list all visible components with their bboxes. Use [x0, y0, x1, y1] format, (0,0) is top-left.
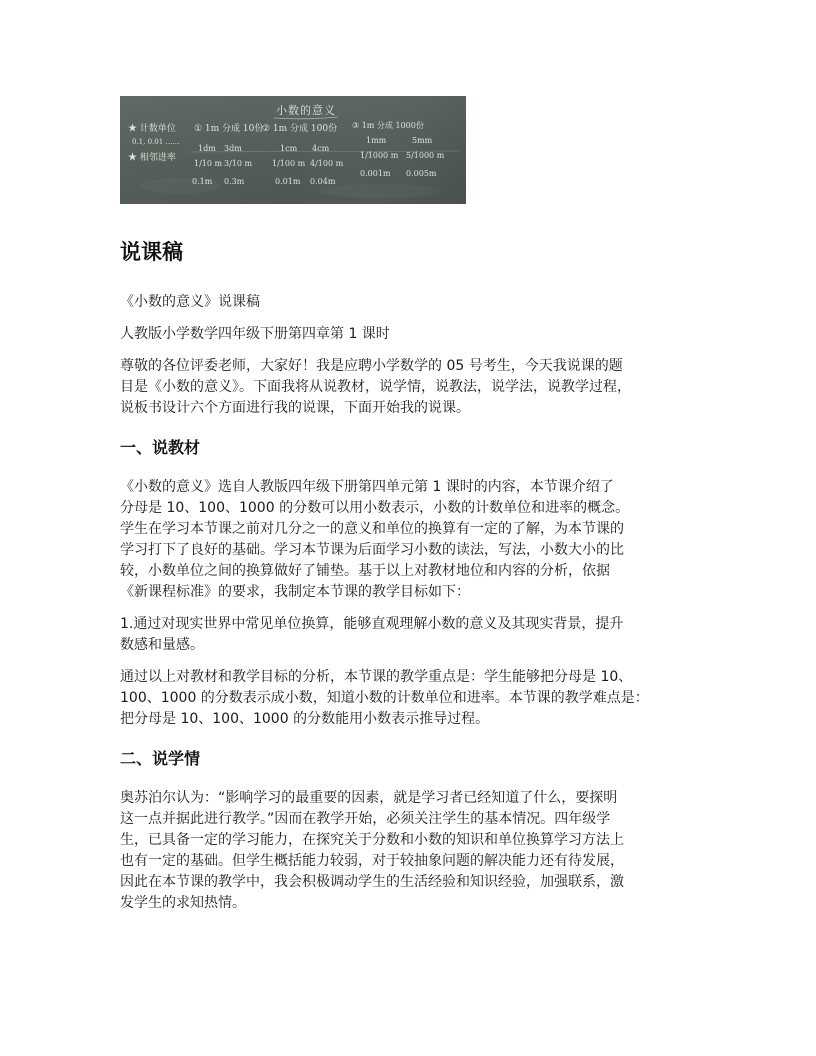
paragraph-line: 把分母是 10、100、1000 的分数能用小数表示推导过程。: [120, 711, 490, 727]
blackboard-unit: 4cm: [312, 144, 330, 153]
blackboard-left-line: ★ 计数单位: [128, 124, 176, 134]
paragraph-line: 数感和量感。: [120, 637, 204, 653]
paragraph-line: 也有一定的基础。但学生概括能力较弱，对于较抽象问题的解决能力还有待发展，: [120, 853, 624, 869]
paragraph-line: 奥苏泊尔认为：“影响学习的最重要的因素，就是学习者已经知道了什么，要探明: [120, 790, 618, 806]
lesson-title-line: 《小数的意义》说课稿: [120, 294, 260, 310]
blackboard-decimal: 0.04m: [310, 177, 336, 186]
paragraph-line: 说板书设计六个方面进行我的说课，下面开始我的说课。: [120, 400, 470, 416]
blackboard-decimal: 0.3m: [224, 177, 245, 186]
blackboard-unit: 1cm: [280, 144, 298, 153]
blackboard-decimal: 0.001m: [360, 169, 391, 178]
blackboard-decimal: 0.1m: [192, 177, 213, 186]
paragraph-line: 学习打下了良好的基础。学习本节课为后面学习小数的读法，写法，小数大小的比: [120, 542, 624, 558]
blackboard-section-head: ② 1m 分成 100份: [262, 124, 338, 134]
paragraph-line: 因此在本节课的教学中，我会积极调动学生的生活经验和知识经验，加强联系，激: [120, 874, 624, 890]
blackboard-fraction: 1/1000 m: [360, 151, 399, 160]
textbook-paragraph: [120, 477, 706, 603]
section-title-students: 二、说学情: [120, 749, 201, 768]
paragraph-line: 目是《小数的意义》。下面我将从说教材，说学情，说教法，说学法，说教学过程，: [120, 379, 631, 395]
blackboard-unit: 1mm: [366, 136, 387, 145]
paragraph-line: 发学生的求知热情。: [120, 895, 246, 911]
paragraph-line: 较，小数单位之间的换算做好了铺垫。基于以上对教材地位和内容的分析，依据: [120, 563, 610, 579]
paragraph-line: 《新课程标准》的要求，我制定本节课的教学目标如下：: [120, 584, 470, 600]
paragraph-line: 通过以上对教材和教学目标的分析，本节课的教学重点是：学生能够把分母是 10、: [120, 669, 633, 685]
students-paragraph: [120, 788, 706, 914]
lesson-subtitle-line: 人教版小学数学四年级下册第四章第 1 课时: [120, 326, 390, 342]
document-page: [120, 96, 706, 914]
blackboard-title: 小数的意义: [276, 104, 336, 117]
blackboard-unit: 1dm: [198, 144, 216, 153]
blackboard-image: [120, 96, 466, 204]
blackboard-left-line: 0.1, 0.01 ……: [132, 138, 180, 146]
teaching-goal-paragraph: [120, 614, 706, 656]
paragraph-line: 《小数的意义》选自人教版四年级下册第四单元第 1 课时的内容，本节课介绍了: [120, 479, 614, 495]
blackboard-decimal: 0.005m: [406, 169, 437, 178]
blackboard-decimal: 0.01m: [275, 177, 301, 186]
blackboard-fraction: 3/10 m: [224, 159, 253, 168]
blackboard-fraction: 5/1000 m: [406, 151, 445, 160]
blackboard-fraction: 4/100 m: [310, 159, 344, 168]
blackboard-unit: 5mm: [412, 136, 433, 145]
blackboard-section-head: ① 1m 分成 10份: [194, 124, 264, 134]
blackboard-fraction: 1/10 m: [194, 159, 223, 168]
blackboard-unit: 3dm: [224, 144, 242, 153]
paragraph-line: 尊敬的各位评委老师，大家好！我是应聘小学数学的 05 号考生，今天我说课的题: [120, 358, 623, 374]
paragraph-line: 学生在学习本节课之前对几分之一的意义和单位的换算有一定的了解，为本节课的: [120, 521, 624, 537]
paragraph-line: 分母是 10、100、1000 的分数可以用小数表示，小数的计数单位和进率的概念。: [120, 500, 630, 516]
blackboard-left-line: ★ 相邻进率: [128, 153, 176, 163]
paragraph-line: 这一点并据此进行教学。”因而在教学开始，必须关注学生的基本情况。四年级学: [120, 811, 611, 827]
key-points-paragraph: [120, 667, 706, 730]
blackboard-fraction: 1/100 m: [272, 159, 306, 168]
intro-paragraph: [120, 356, 706, 419]
document-heading: 说课稿: [120, 240, 183, 264]
paragraph-line: 100、1000 的分数表示成小数，知道小数的计数单位和进率。本节课的教学难点是：: [120, 690, 649, 706]
paragraph-line: 生，已具备一定的学习能力，在探究关于分数和小数的知识和单位换算学习方法上: [120, 832, 624, 848]
paragraph-line: 1.通过对现实世界中常见单位换算，能够直观理解小数的意义及其现实背景，提升: [120, 616, 624, 632]
blackboard-section-head: ③ 1m 分成 1000份: [352, 121, 424, 130]
section-title-textbook: 一、说教材: [120, 438, 201, 457]
